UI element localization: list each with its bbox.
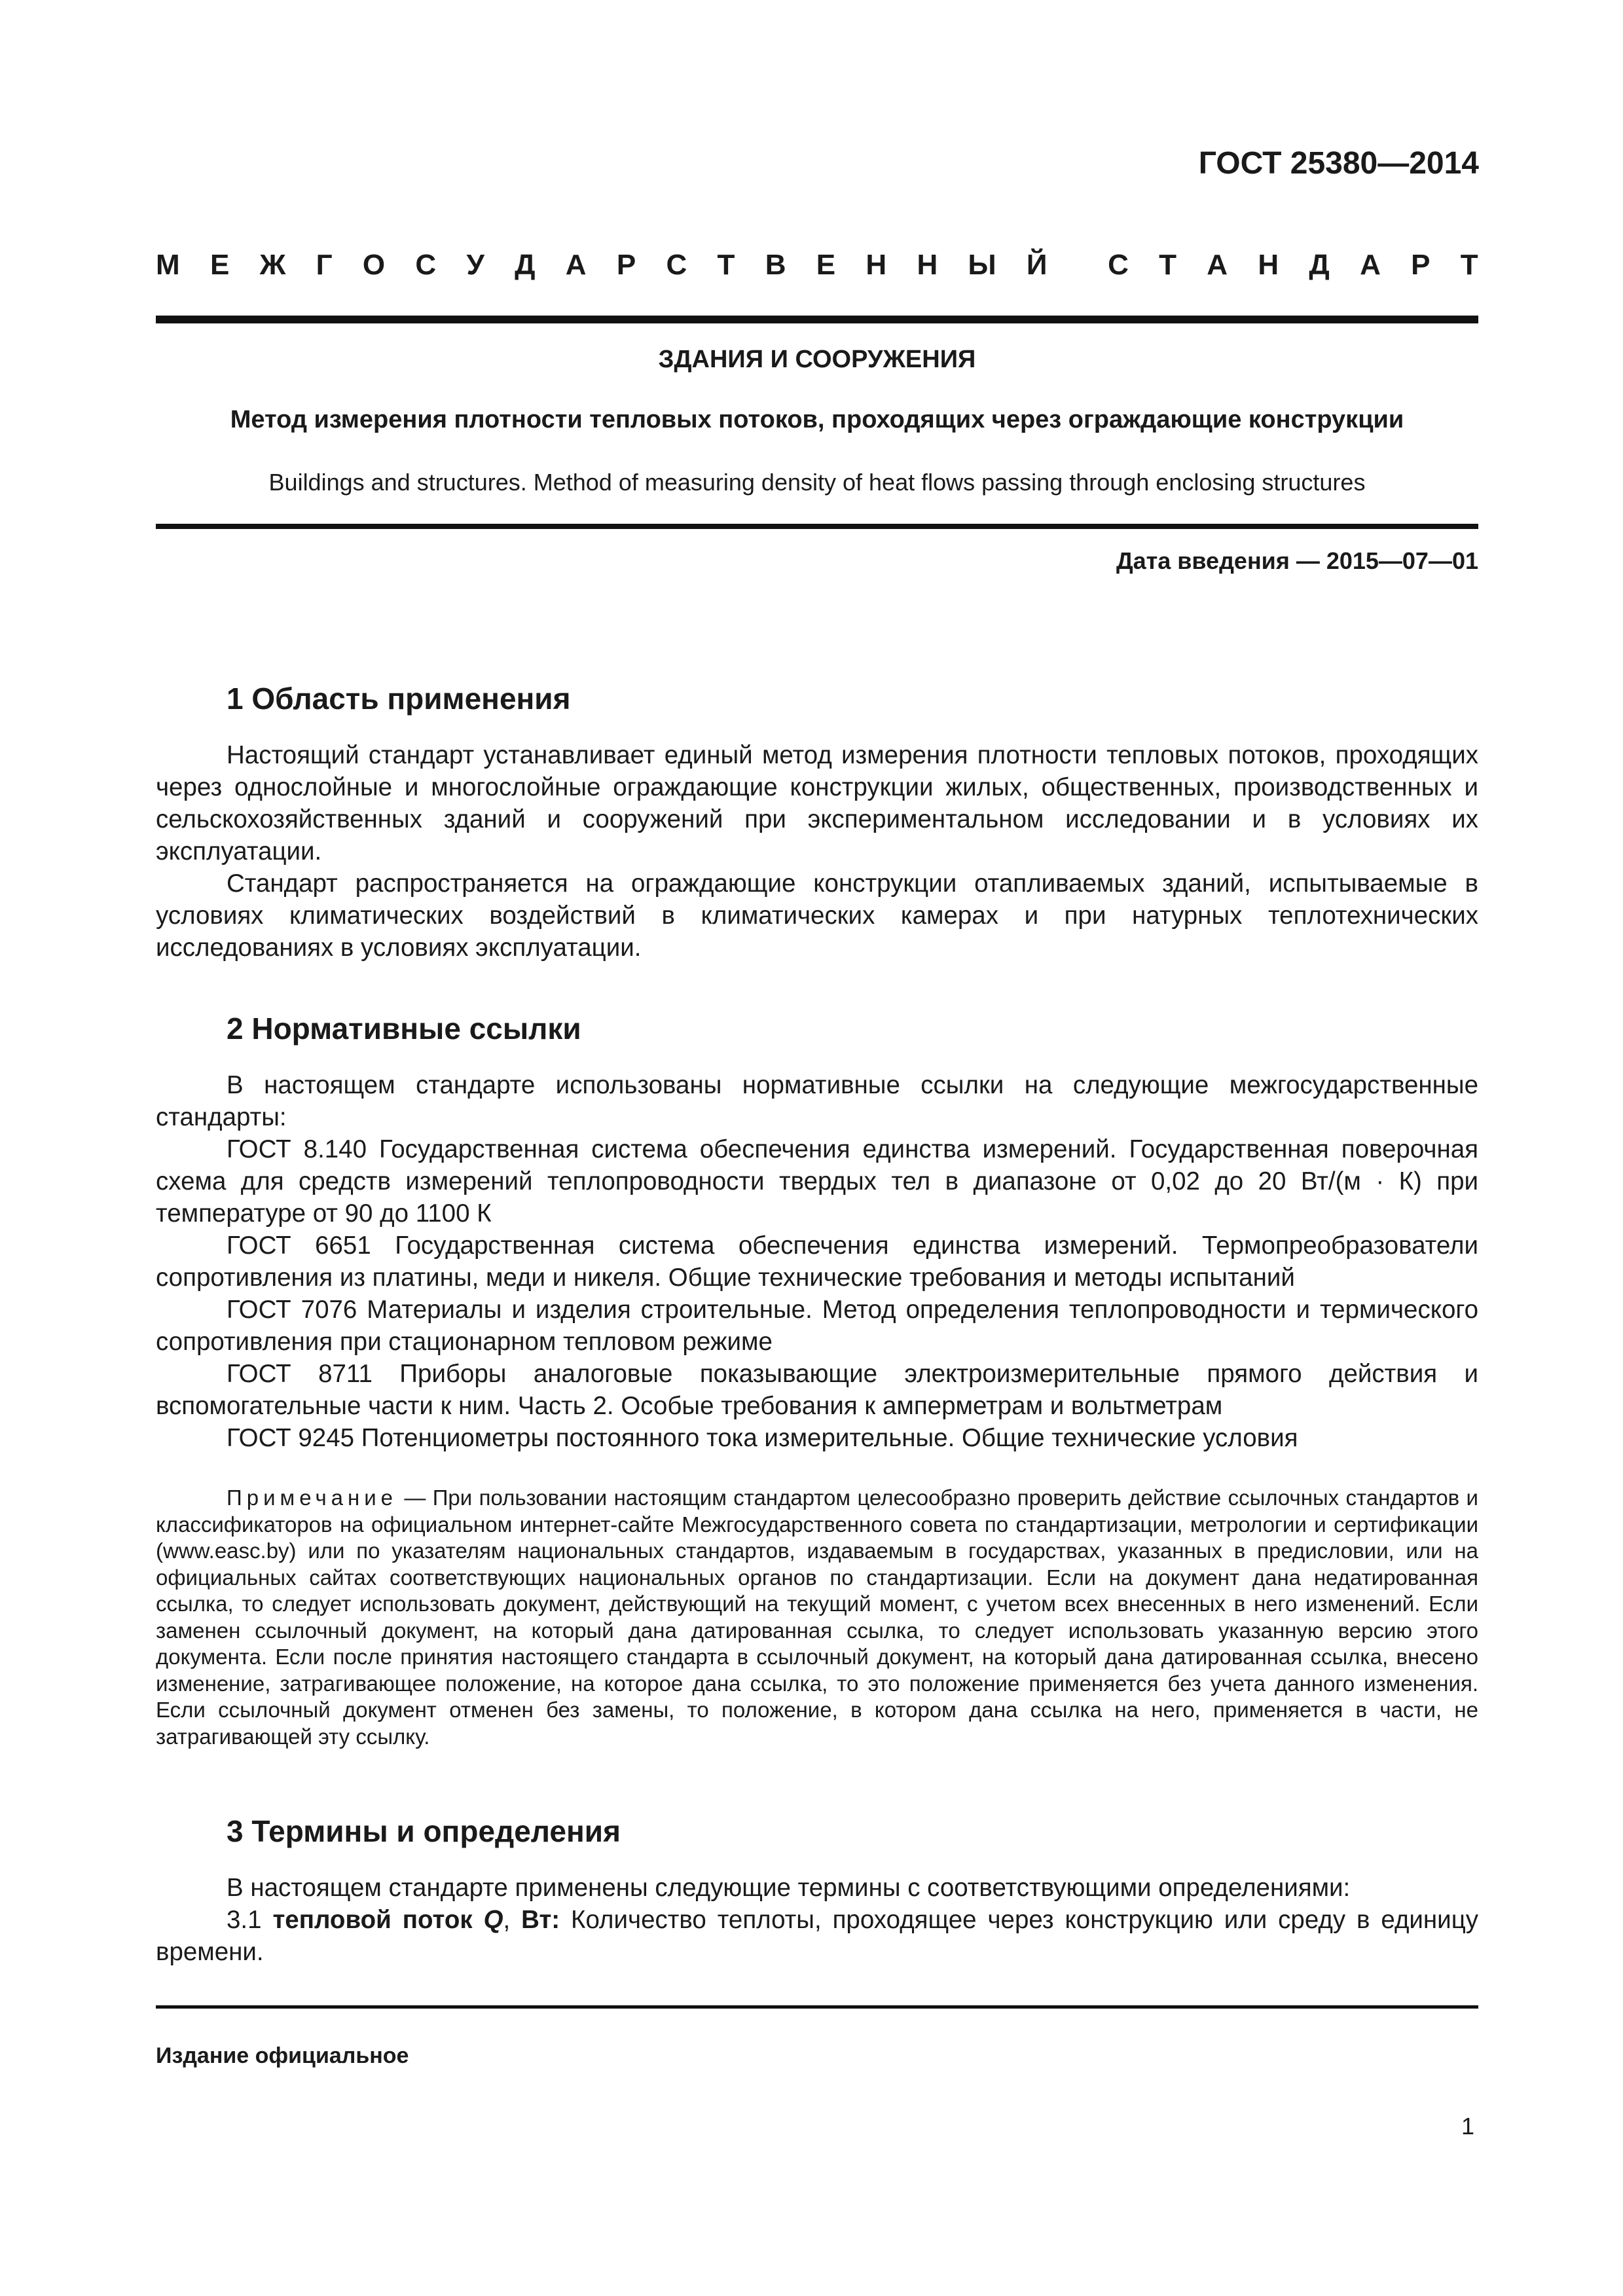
heading-letter: Н	[866, 249, 887, 281]
heading-letter: А	[565, 249, 587, 281]
heading-letter: Р	[616, 249, 636, 281]
note-label: Примечание	[227, 1485, 398, 1510]
heading-letter: Ы	[968, 249, 996, 281]
document-number: ГОСТ 25380—2014	[1198, 146, 1479, 181]
paragraph: Стандарт распространяется на ограждающие конструкции отапливаемых зданий, испытываемые в условиях климатических воздействий в климатических камерах и при натурных теплотехнических исследованиях в условиях эксплуатации.	[156, 869, 1478, 962]
reference-item: ГОСТ 7076 Материалы и изделия строительные. Метод определения теплопроводности и термического сопротивления при стационарном тепловом режиме	[156, 1296, 1478, 1356]
standard-type-heading	[156, 249, 1478, 282]
section-heading: 1 Область применения	[227, 682, 571, 716]
reference-item: ГОСТ 8711 Приборы аналоговые показывающие электроизмерительные прямого действия и вспомогательные части к ним. Часть 2. Особые требования к амперметрам и вольтметрам	[156, 1360, 1478, 1420]
section-2-body	[156, 1069, 1478, 1454]
term-unit: Вт:	[521, 1906, 560, 1934]
heading-letter: Д	[515, 249, 536, 281]
term-symbol: Q	[483, 1906, 503, 1934]
heading-letter: С	[415, 249, 437, 281]
footer-divider	[156, 2005, 1478, 2009]
heading-letter: А	[1207, 249, 1228, 281]
header-divider	[156, 316, 1478, 323]
heading-letter: Е	[816, 249, 836, 281]
paragraph: В настоящем стандарте использованы нормативные ссылки на следующие межгосударственные стандарты:	[156, 1071, 1478, 1131]
term-text: Количество теплоты, проходящее через конструкцию или среду в единицу времени.	[156, 1906, 1478, 1966]
paragraph: В настоящем стандарте применены следующие термины с соответствующими определениями:	[227, 1874, 1351, 1902]
section-2-note	[156, 1485, 1478, 1750]
page-number: 1	[1461, 2113, 1474, 2140]
heading-letter: В	[765, 249, 786, 281]
term-name: тепловой поток	[272, 1906, 484, 1934]
section-heading: 2 Нормативные ссылки	[227, 1011, 581, 1046]
heading-letter: Р	[1411, 249, 1431, 281]
document-subtitle: Метод измерения плотности тепловых потоков, проходящих через ограждающие конструкции	[230, 406, 1404, 433]
document-title: ЗДАНИЯ И СООРУЖЕНИЯ	[658, 346, 976, 373]
paragraph: Настоящий стандарт устанавливает единый метод измерения плотности тепловых потоков, проходящих через однослойные и многослойные ограждающие конструкции жилых, общественных, производственных и сельскохозяйственных зданий и сооружений при экспериментальном исследовании и в условиях их эксплуатации.	[156, 741, 1478, 866]
heading-letter: Н	[1258, 249, 1279, 281]
heading-letter: Й	[1026, 249, 1048, 281]
heading-letter: О	[362, 249, 386, 281]
section-3-body	[156, 1872, 1478, 1968]
heading-letter: М	[156, 249, 180, 281]
term-definition	[156, 1904, 1478, 1968]
term-separator: ,	[503, 1906, 522, 1934]
heading-letter: А	[1360, 249, 1381, 281]
section-heading: 3 Термины и определения	[227, 1814, 621, 1848]
section-1-body	[156, 739, 1478, 964]
note-paragraph	[156, 1485, 1478, 1750]
title-divider	[156, 524, 1478, 529]
heading-letter: Г	[316, 249, 333, 281]
heading-letter: Н	[917, 249, 938, 281]
note-text: — При пользовании настоящим стандартом целесообразно проверить действие ссылочных стандартов и классификаторов на официальном интернет-сайте Межгосударственного совета по стандартизации, метрологии и сертификации (www.easc.by) или по указателям национальных стандартов, издаваемым в государствах, указанных в предисловии, или на официальных сайтах соответствующих национальных органов по стандартизации. Если на документ дана недатированная ссылка, то следует использовать документ, действующий на текущий момент, с учетом всех внесенных в него изменений. Если заменен ссылочный документ, на который дана датированная ссылка, то следует использовать указанную версию этого документа. Если после принятия настоящего стандарта в ссылочный документ, на который дана датированная ссылка, внесено изменение, затрагивающее положение, на которое дана ссылка, то это положение применяется без учета данного изменения. Если ссылочный документ отменен без замены, то положение, в котором дана ссылка на него, применяется в части, не затрагивающей эту ссылку.	[156, 1485, 1478, 1749]
section-1	[156, 681, 1478, 716]
heading-letter: У	[466, 249, 484, 281]
heading-letter: Т	[1460, 249, 1478, 281]
heading-letter: Ж	[259, 249, 286, 281]
document-title-english: Buildings and structures. Method of measuring density of heat flows passing through enclosing structures	[268, 469, 1366, 496]
heading-letter: С	[666, 249, 687, 281]
term-number: 3.1	[227, 1906, 273, 1934]
reference-item: ГОСТ 6651 Государственная система обеспечения единства измерений. Термопреобразователи сопротивления из платины, меди и никеля. Общие технические требования и методы испытаний	[156, 1231, 1478, 1292]
heading-letter: Т	[1159, 249, 1177, 281]
heading-letter: С	[1108, 249, 1129, 281]
heading-letter: Д	[1309, 249, 1330, 281]
reference-item: ГОСТ 8.140 Государственная система обеспечения единства измерений. Государственная поверочная схема для средств измерений теплопроводности твердых тел в диапазоне от 0,02 до 20 Вт/(м · К) при температуре от 90 до 1100 К	[156, 1135, 1478, 1228]
introduction-date: Дата введения — 2015—07—01	[1116, 547, 1478, 574]
section-3	[156, 1813, 1478, 1849]
reference-item: ГОСТ 9245 Потенциометры постоянного тока измерительные. Общие технические условия	[227, 1424, 1298, 1452]
heading-letter: Е	[210, 249, 230, 281]
heading-letter: Т	[717, 249, 735, 281]
section-2	[156, 1011, 1478, 1046]
official-edition-label: Издание официальное	[156, 2043, 409, 2068]
